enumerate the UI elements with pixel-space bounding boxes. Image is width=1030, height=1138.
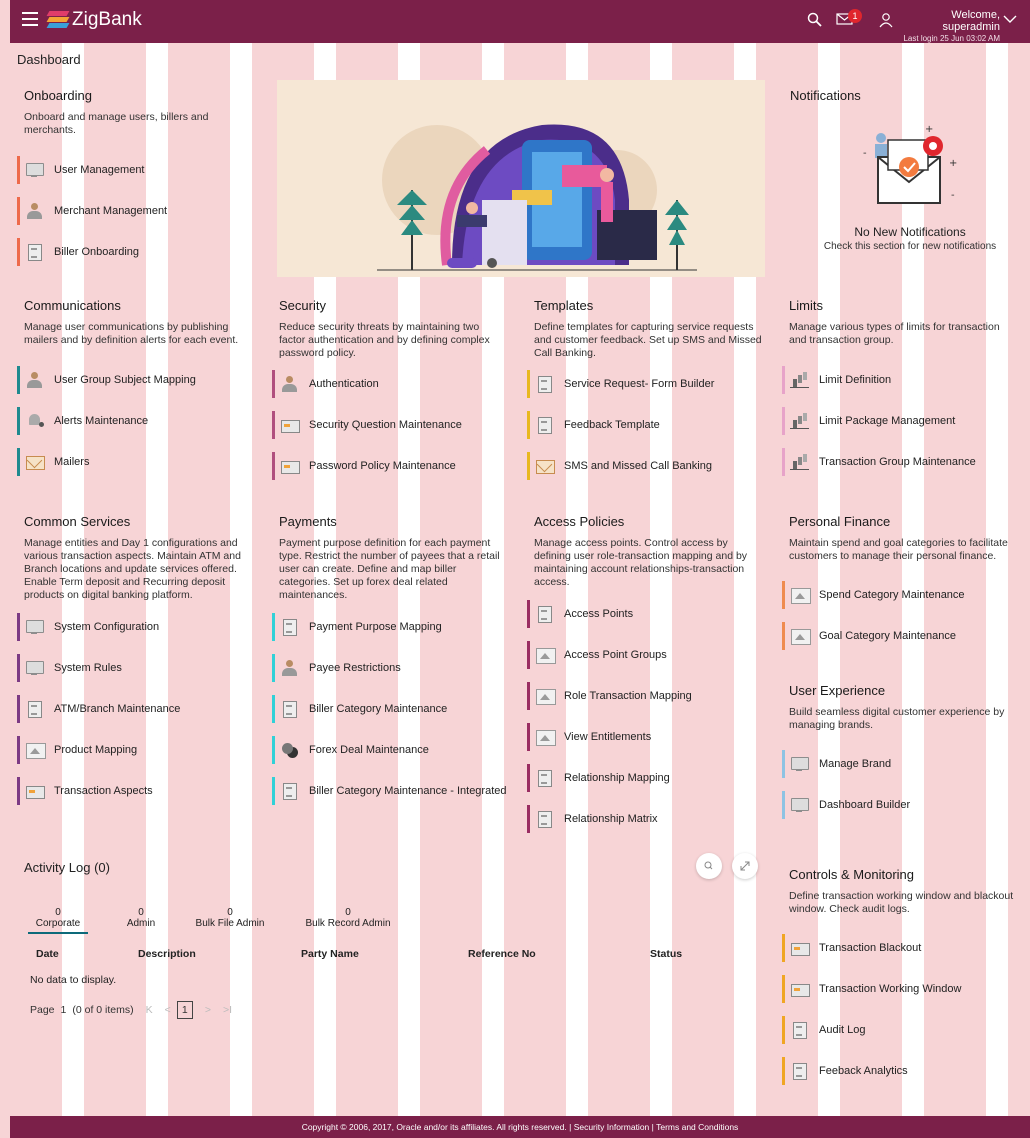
page-title: Dashboard [17, 52, 81, 67]
no-notifications-icon [853, 122, 963, 212]
item-payment-purpose-mapping[interactable] [272, 613, 442, 641]
limits-card [782, 290, 1027, 490]
footer-separator: | [651, 1122, 654, 1132]
item-accent [17, 156, 20, 184]
tab-label: Bulk Record Admin [305, 918, 391, 929]
item-accent [272, 777, 275, 805]
branch-icon [25, 700, 45, 718]
item-accent [782, 975, 785, 1003]
activity-table-header [28, 946, 740, 966]
password-card-icon [280, 416, 300, 434]
app-frame [10, 0, 1030, 1138]
no-notifications-desc: Check this section for new notifications [823, 241, 997, 252]
item-label: Spend Category Maintenance [819, 589, 965, 601]
item-spend-category-maintenance[interactable] [782, 581, 965, 609]
tab-label: Bulk File Admin [195, 918, 265, 929]
item-view-entitlements[interactable] [527, 723, 651, 751]
item-accent [782, 1057, 785, 1085]
limit-chart-icon [790, 371, 810, 389]
item-label: User Management [54, 164, 145, 176]
item-label: Authentication [309, 378, 379, 390]
item-feedback-template[interactable] [527, 411, 660, 439]
item-accent [782, 407, 785, 435]
item-system-rules[interactable] [17, 654, 122, 682]
item-accent [272, 411, 275, 439]
access-policies-card [527, 506, 772, 836]
item-sms-missed-call-banking[interactable] [527, 452, 712, 480]
access-point-icon [535, 605, 555, 623]
item-relationship-matrix[interactable] [527, 805, 658, 833]
item-label: Relationship Matrix [564, 813, 658, 825]
user-experience-card [782, 675, 1027, 825]
item-accent [17, 407, 20, 435]
image-icon [535, 687, 555, 705]
page-label: Page [30, 1004, 55, 1016]
security-card [272, 290, 512, 490]
item-label: Payee Restrictions [309, 662, 401, 674]
item-accent [527, 411, 530, 439]
item-accent [527, 764, 530, 792]
item-manage-brand[interactable] [782, 750, 891, 778]
item-label: User Group Subject Mapping [54, 374, 196, 386]
form-icon [535, 375, 555, 393]
card-description: Manage user communications by publishing mailers and by definition alerts for each event. [24, 321, 239, 346]
item-accent [17, 654, 20, 682]
card-title: Onboarding [24, 88, 92, 103]
item-label: Transaction Aspects [54, 785, 153, 797]
no-notifications-message [800, 225, 1020, 252]
search-icon [696, 853, 722, 879]
merchant-icon [25, 202, 45, 220]
column-reference-no[interactable]: Reference No [468, 948, 536, 960]
item-biller-category-maintenance-integrated[interactable] [272, 777, 507, 805]
item-label: Feedback Template [564, 419, 660, 431]
notification-badge: 1 [848, 9, 862, 23]
footer [10, 1116, 1030, 1138]
blackout-icon [790, 939, 810, 957]
item-accent [272, 613, 275, 641]
item-label: Transaction Working Window [819, 983, 962, 995]
item-dashboard-builder[interactable] [782, 791, 910, 819]
activity-expand-button[interactable] [732, 853, 758, 879]
item-accent [17, 613, 20, 641]
communications-card [17, 290, 257, 490]
item-label: Transaction Group Maintenance [819, 456, 976, 468]
image-icon [535, 646, 555, 664]
item-service-request-form-builder[interactable] [527, 370, 714, 398]
page-info: (0 of 0 items) [72, 1004, 134, 1016]
tab-count: 0 [345, 907, 351, 918]
tab-label: Admin [126, 918, 156, 929]
group-icon [25, 371, 45, 389]
item-label: Service Request- Form Builder [564, 378, 715, 390]
image-icon [535, 728, 555, 746]
card-title: Common Services [24, 514, 131, 529]
image-icon [790, 586, 810, 604]
security-information-link[interactable]: Security Information [573, 1122, 650, 1132]
card-title: User Experience [789, 683, 886, 698]
templates-card [527, 290, 767, 490]
item-label: Access Point Groups [564, 649, 667, 661]
item-accent [272, 452, 275, 480]
tab-count: 0 [138, 907, 144, 918]
svg-text:+: + [925, 124, 934, 135]
limit-chart-icon [790, 412, 810, 430]
item-accent [527, 682, 530, 710]
expand-icon [732, 853, 758, 879]
item-audit-log[interactable] [782, 1016, 865, 1044]
bell-icon [25, 412, 45, 430]
chevron-down-icon[interactable] [1003, 14, 1023, 32]
item-relationship-mapping[interactable] [527, 764, 670, 792]
current-page-box[interactable]: 1 [177, 1001, 193, 1019]
analytics-icon [790, 1062, 810, 1080]
password-card-icon [280, 457, 300, 475]
brand-logo[interactable] [48, 9, 142, 31]
common-services-card [17, 506, 257, 816]
card-title: Access Policies [534, 514, 625, 529]
fingerprint-icon [280, 375, 300, 393]
monitor-icon [25, 618, 45, 636]
biller-doc-icon [280, 782, 300, 800]
item-accent [782, 934, 785, 962]
tab-admin[interactable] [116, 907, 166, 929]
item-merchant-management[interactable] [17, 197, 167, 225]
payee-icon [280, 659, 300, 677]
monitor-icon [25, 161, 45, 179]
search-icon[interactable] [807, 12, 827, 30]
item-accent [272, 736, 275, 764]
transaction-icon [25, 782, 45, 800]
card-title: Communications [24, 298, 121, 313]
item-label: System Rules [54, 662, 122, 674]
item-label: Biller Onboarding [54, 246, 139, 258]
item-label: Feeback Analytics [819, 1065, 908, 1077]
tab-count: 0 [227, 907, 233, 918]
menu-icon[interactable] [22, 12, 38, 26]
item-label: Audit Log [819, 1024, 866, 1036]
relationship-icon [535, 810, 555, 828]
item-label: View Entitlements [564, 731, 652, 743]
item-accent [17, 366, 20, 394]
tab-count: 0 [55, 907, 61, 918]
card-description: Manage access points. Control access by defining user role-transaction mapping and by maintaining account relationships-transaction access. [534, 537, 748, 588]
item-accent [527, 452, 530, 480]
personal-finance-card [782, 506, 1027, 661]
logo-mark-icon [48, 11, 68, 29]
item-label: Payment Purpose Mapping [309, 621, 442, 633]
card-description: Manage entities and Day 1 configurations and various transaction aspects. Maintain ATM and Branch locations and update services offered. Enable Term deposit and Recurring deposit products on digital banking platform. [24, 537, 241, 601]
first-page-button[interactable]: K [145, 1004, 153, 1016]
item-product-mapping[interactable] [17, 736, 137, 764]
item-label: Product Mapping [54, 744, 138, 756]
card-title: Controls & Monitoring [789, 867, 914, 882]
item-limit-definition[interactable] [782, 366, 891, 394]
item-label: Password Policy Maintenance [309, 460, 456, 472]
item-accent [272, 654, 275, 682]
item-transaction-aspects[interactable] [17, 777, 153, 805]
item-accent [17, 448, 20, 476]
top-bar [10, 0, 1030, 43]
item-accent [527, 641, 530, 669]
relationship-icon [535, 769, 555, 787]
item-label: Manage Brand [819, 758, 892, 770]
item-accent [272, 370, 275, 398]
item-accent [782, 622, 785, 650]
item-label: Access Points [564, 608, 634, 620]
terms-conditions-link[interactable]: Terms and Conditions [656, 1122, 739, 1132]
item-security-question-maintenance[interactable] [272, 411, 462, 439]
card-title: Payments [279, 514, 337, 529]
sms-icon [535, 457, 555, 475]
controls-monitoring-card [782, 859, 1027, 1089]
no-notifications-title: No New Notifications [854, 225, 966, 239]
item-accent [527, 370, 530, 398]
biller-doc-icon [280, 700, 300, 718]
footer-separator: | [569, 1122, 572, 1132]
item-user-management[interactable] [17, 156, 145, 184]
item-accent [17, 736, 20, 764]
item-label: Transaction Blackout [819, 942, 922, 954]
monitor-icon [790, 755, 810, 773]
item-label: System Configuration [54, 621, 160, 633]
item-accent [527, 723, 530, 751]
product-icon [25, 741, 45, 759]
item-label: Relationship Mapping [564, 772, 670, 784]
card-title: Personal Finance [789, 514, 891, 529]
item-label: ATM/Branch Maintenance [54, 703, 181, 715]
item-transaction-blackout[interactable] [782, 934, 921, 962]
item-role-transaction-mapping[interactable] [527, 682, 692, 710]
activity-log-tabs [28, 907, 408, 937]
next-page-button[interactable]: > [204, 1004, 211, 1016]
item-access-point-groups[interactable] [527, 641, 667, 669]
item-label: Goal Category Maintenance [819, 630, 956, 642]
page-number: 1 [60, 1004, 67, 1016]
tab-corporate[interactable] [28, 907, 88, 934]
monitor-icon [790, 796, 810, 814]
biller-icon [25, 243, 45, 261]
card-description: Manage various types of limits for transaction and transaction group. [789, 321, 1000, 346]
column-date[interactable]: Date [36, 948, 59, 960]
item-label: Merchant Management [54, 205, 168, 217]
audit-log-icon [790, 1021, 810, 1039]
card-description: Reduce security threats by maintaining two factor authentication and by defining complex password policy. [279, 321, 490, 359]
item-authentication[interactable] [272, 370, 379, 398]
item-goal-category-maintenance[interactable] [782, 622, 956, 650]
svg-text:+: + [949, 158, 958, 169]
item-accent [527, 600, 530, 628]
item-system-configuration[interactable] [17, 613, 159, 641]
welcome-text: Welcome, superadmin [942, 9, 1000, 33]
working-window-icon [790, 980, 810, 998]
item-accent [527, 805, 530, 833]
item-accent [782, 1016, 785, 1044]
dashboard-banner-illustration [277, 80, 765, 277]
card-description: Define transaction working window and blackout window. Check audit logs. [789, 890, 1014, 915]
item-user-group-subject-mapping[interactable] [17, 366, 196, 394]
item-label: Limit Package Management [819, 415, 956, 427]
payments-card [272, 506, 517, 816]
envelope-icon [25, 453, 45, 471]
svg-text:-: - [863, 148, 867, 159]
brand-name: ZigBank [72, 9, 142, 30]
item-accent [782, 581, 785, 609]
column-status[interactable]: Status [650, 948, 683, 960]
feedback-icon [535, 416, 555, 434]
item-feeback-analytics[interactable] [782, 1057, 908, 1085]
last-page-button[interactable]: >I [222, 1004, 233, 1016]
onboarding-card [17, 80, 257, 280]
item-password-policy-maintenance[interactable] [272, 452, 456, 480]
item-label: Biller Category Maintenance [309, 703, 448, 715]
item-label: Dashboard Builder [819, 799, 911, 811]
welcome-block[interactable] [900, 9, 1000, 43]
svg-text:-: - [951, 190, 955, 201]
monitor-icon [25, 659, 45, 677]
item-accent [17, 695, 20, 723]
tab-bulk-record-admin[interactable] [298, 907, 398, 929]
item-accent [782, 791, 785, 819]
item-label: Forex Deal Maintenance [309, 744, 429, 756]
item-label: Limit Definition [819, 374, 892, 386]
copyright-text: Copyright © 2006, 2017, Oracle and/or its affiliates. All rights reserved. [301, 1122, 567, 1132]
tab-bulk-file-admin[interactable] [190, 907, 270, 929]
item-accent [17, 777, 20, 805]
activity-pagination [28, 1001, 232, 1019]
card-description: Maintain spend and goal categories to facilitate customers to manage their personal finance. [789, 537, 1008, 562]
column-description[interactable]: Description [138, 948, 196, 960]
card-title: Templates [534, 298, 594, 313]
item-biller-onboarding[interactable] [17, 238, 139, 266]
card-description: Onboard and manage users, billers and merchants. [24, 111, 209, 136]
prev-page-button[interactable]: < [164, 1004, 171, 1016]
limit-chart-icon [790, 453, 810, 471]
item-accent [17, 238, 20, 266]
item-label: Mailers [54, 456, 90, 468]
item-label: Role Transaction Mapping [564, 690, 692, 702]
card-title: Notifications [790, 88, 861, 103]
item-access-points[interactable] [527, 600, 633, 628]
activity-log-title: Activity Log (0) [24, 860, 110, 875]
item-accent [782, 448, 785, 476]
payment-doc-icon [280, 618, 300, 636]
activity-search-button[interactable] [696, 853, 722, 879]
item-biller-category-maintenance[interactable] [272, 695, 447, 723]
activity-empty-message: No data to display. [30, 974, 117, 986]
item-accent [272, 695, 275, 723]
card-description: Define templates for capturing service requests and customer feedback. Set up SMS and Missed Call Banking. [534, 321, 762, 359]
card-title: Security [279, 298, 326, 313]
card-description: Payment purpose definition for each payment type. Restrict the number of payees that a retail user can create. Define and map biller categories. Set up forex deal related maintenances. [279, 537, 500, 601]
column-party-name[interactable]: Party Name [301, 948, 359, 960]
image-icon [790, 627, 810, 645]
item-label: Security Question Maintenance [309, 419, 462, 431]
item-accent [17, 197, 20, 225]
item-accent [782, 750, 785, 778]
item-transaction-working-window[interactable] [782, 975, 961, 1003]
item-label: Biller Category Maintenance - Integrated [309, 785, 507, 797]
item-accent [782, 366, 785, 394]
item-mailers[interactable] [17, 448, 89, 476]
coins-icon [280, 741, 300, 759]
item-atm-branch-maintenance[interactable] [17, 695, 180, 723]
item-label: SMS and Missed Call Banking [564, 460, 712, 472]
item-label: Alerts Maintenance [54, 415, 149, 427]
item-limit-package-management[interactable] [782, 407, 955, 435]
user-icon[interactable] [878, 12, 898, 30]
item-payee-restrictions[interactable] [272, 654, 401, 682]
tab-label: Corporate [35, 918, 81, 929]
item-forex-deal-maintenance[interactable] [272, 736, 429, 764]
card-description: Build seamless digital customer experience by managing brands. [789, 706, 1005, 731]
item-alerts-maintenance[interactable] [17, 407, 148, 435]
card-title: Limits [789, 298, 823, 313]
last-login-text: Last login 25 Jun 03:02 AM [903, 34, 1000, 43]
item-transaction-group-maintenance[interactable] [782, 448, 976, 476]
